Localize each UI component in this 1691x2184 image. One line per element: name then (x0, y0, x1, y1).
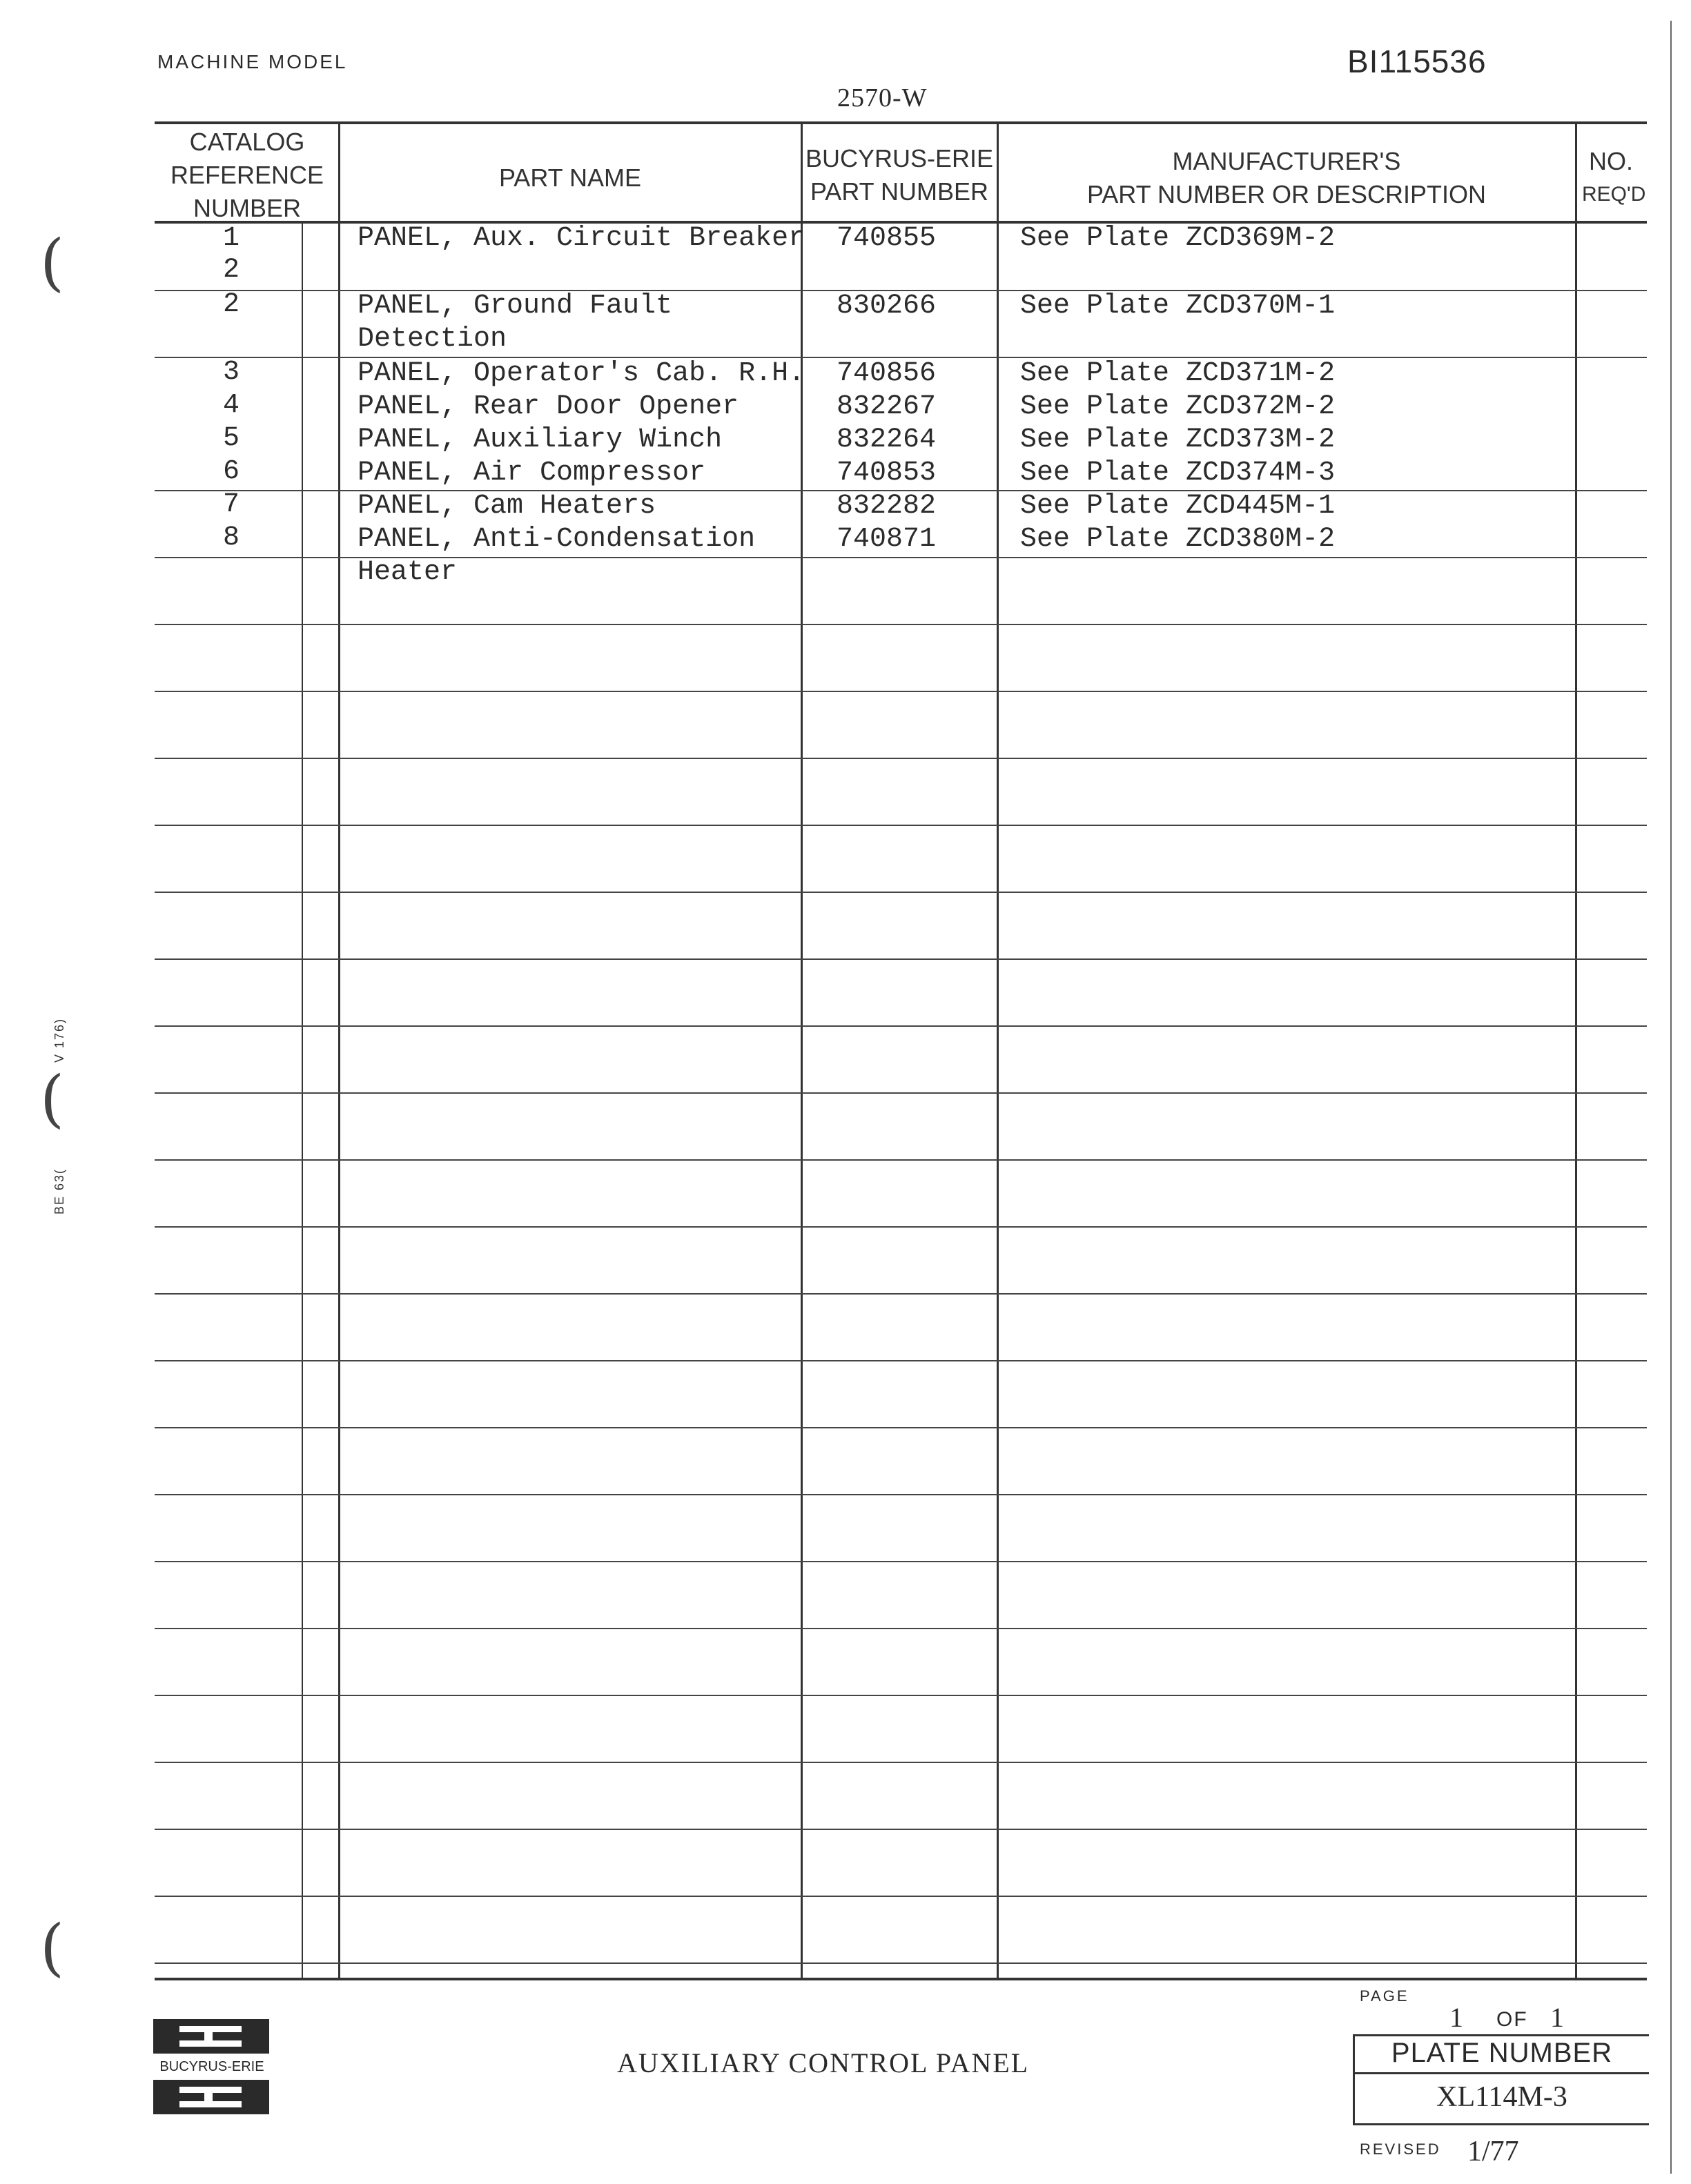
col-header-catalog-ref (157, 126, 337, 225)
row-rule (155, 1896, 1647, 1897)
row-9-name-cont: Heater (358, 557, 458, 588)
col-header-mfr-line1: MANUFACTURER'S (1172, 147, 1401, 175)
row-rule (155, 958, 1647, 960)
table-top-rule (155, 121, 1647, 124)
col-header-noreq-line2: REQ'D (1582, 183, 1646, 206)
punch-mark-bottom: ( (40, 1911, 65, 1984)
row-7-part: 740853 (837, 458, 937, 489)
row-rule (155, 624, 1647, 625)
row-6-ref: 5 (222, 423, 240, 454)
col-header-noreq-line1: NO. (1589, 147, 1634, 175)
row-rule (155, 691, 1647, 692)
row-rule (155, 1695, 1647, 1696)
row-9-ref: 8 (222, 522, 240, 553)
plate-number-box (1353, 2034, 1649, 2125)
row-3-part: 830266 (837, 291, 937, 322)
row-rule (155, 1829, 1647, 1830)
col-header-be-line1: BUCYRUS-ERIE (805, 144, 994, 173)
plate-number-label: PLATE NUMBER (1391, 2038, 1613, 2068)
row-6-desc: See Plate ZCD373M-2 (1020, 424, 1336, 455)
bucyrus-erie-logo-top (153, 2019, 269, 2054)
col-header-be-part (803, 142, 995, 208)
row-8-name: PANEL, Cam Heaters (358, 491, 656, 522)
row-rule (155, 1962, 1647, 1964)
row-3-name-cont: Detection (358, 324, 507, 355)
row-7-desc: See Plate ZCD374M-3 (1020, 458, 1336, 489)
punch-mark-top: ( (40, 226, 65, 299)
row-1-ref: 1 (222, 223, 240, 254)
revised-date: 1/77 (1467, 2136, 1519, 2167)
row-6-name: PANEL, Auxiliary Winch (358, 424, 723, 455)
row-7-ref: 6 (222, 456, 240, 487)
row-2-ref: 2 (222, 255, 240, 286)
table-bottom-rule (155, 1978, 1647, 1980)
brand-name: BUCYRUS-ERIE (159, 2059, 264, 2074)
col-header-no-req (1578, 145, 1647, 211)
row-rule (155, 1360, 1647, 1361)
row-rule (155, 1092, 1647, 1094)
bucyrus-erie-logo-bottom (153, 2080, 269, 2114)
row-rule (155, 892, 1647, 893)
col-divider-partname (338, 124, 340, 1979)
col-header-catalog-line2: REFERENCE (170, 161, 324, 189)
row-5-name: PANEL, Rear Door Opener (358, 391, 739, 422)
row-8-part: 832282 (837, 491, 937, 522)
col-header-catalog-line3: NUMBER (193, 194, 301, 222)
col-header-part-name: PART NAME (498, 164, 642, 192)
row-rule (155, 1762, 1647, 1763)
punch-mark-middle: ( (40, 1063, 65, 1135)
row-3-name: PANEL, Ground Fault (358, 291, 673, 322)
row-rule (155, 1628, 1647, 1629)
row-9-desc: See Plate ZCD380M-2 (1020, 524, 1336, 555)
row-8-ref: 7 (222, 489, 240, 520)
row-4-part: 740856 (837, 358, 937, 389)
document-id: BI115536 (1347, 43, 1487, 79)
row-4-name: PANEL, Operator's Cab. R.H. (358, 358, 805, 389)
row-1-desc: See Plate ZCD369M-2 (1020, 223, 1336, 254)
col-divider-noreq (1575, 124, 1577, 1979)
row-rule (155, 1494, 1647, 1495)
row-rule (155, 1427, 1647, 1428)
row-8-desc: See Plate ZCD445M-1 (1020, 491, 1336, 522)
row-4-ref: 3 (222, 357, 240, 388)
plate-number: XL114M-3 (1436, 2081, 1567, 2113)
page-label: PAGE (1360, 1987, 1409, 2005)
page-of: OF (1496, 2008, 1528, 2031)
page-edge (1670, 21, 1672, 2174)
document-title: AUXILIARY CONTROL PANEL (617, 2047, 1030, 2078)
row-5-part: 832267 (837, 391, 937, 422)
col-divider-be-part (801, 124, 803, 1979)
row-rule (155, 758, 1647, 759)
col-divider-manufacturer (997, 124, 999, 1979)
row-9-name: PANEL, Anti-Condensation (358, 524, 756, 555)
page-total: 1 (1550, 2002, 1564, 2033)
col-header-mfr-line2: PART NUMBER OR DESCRIPTION (1086, 180, 1487, 208)
row-rule (155, 1025, 1647, 1027)
row-1-part: 740855 (837, 223, 937, 254)
machine-model-label: MACHINE MODEL (157, 51, 348, 72)
row-5-desc: See Plate ZCD372M-2 (1020, 391, 1336, 422)
row-rule (155, 825, 1647, 826)
row-rule (155, 1159, 1647, 1161)
form-revision: V 176) (52, 1017, 66, 1063)
row-6-part: 832264 (837, 424, 937, 455)
row-7-name: PANEL, Air Compressor (358, 458, 706, 489)
row-5-ref: 4 (222, 390, 240, 421)
plate-number-divider (1355, 2072, 1649, 2074)
row-1-name: PANEL, Aux. Circuit Breaker (358, 223, 805, 254)
row-3-desc: See Plate ZCD370M-1 (1020, 291, 1336, 322)
page-current: 1 (1449, 2002, 1463, 2033)
row-rule (155, 1561, 1647, 1562)
revised-label: REVISED (1360, 2141, 1441, 2158)
col-header-catalog-line1: CATALOG (189, 128, 305, 156)
row-3-ref: 2 (222, 289, 240, 320)
row-4-desc: See Plate ZCD371M-2 (1020, 358, 1336, 389)
row-9-part: 740871 (837, 524, 937, 555)
machine-model-value: 2570-W (837, 83, 928, 112)
row-rule (155, 1293, 1647, 1295)
form-code: BE 63( (52, 1168, 66, 1214)
col-header-be-line2: PART NUMBER (810, 177, 989, 206)
col-header-manufacturer (999, 145, 1574, 211)
row-rule (155, 1226, 1647, 1228)
